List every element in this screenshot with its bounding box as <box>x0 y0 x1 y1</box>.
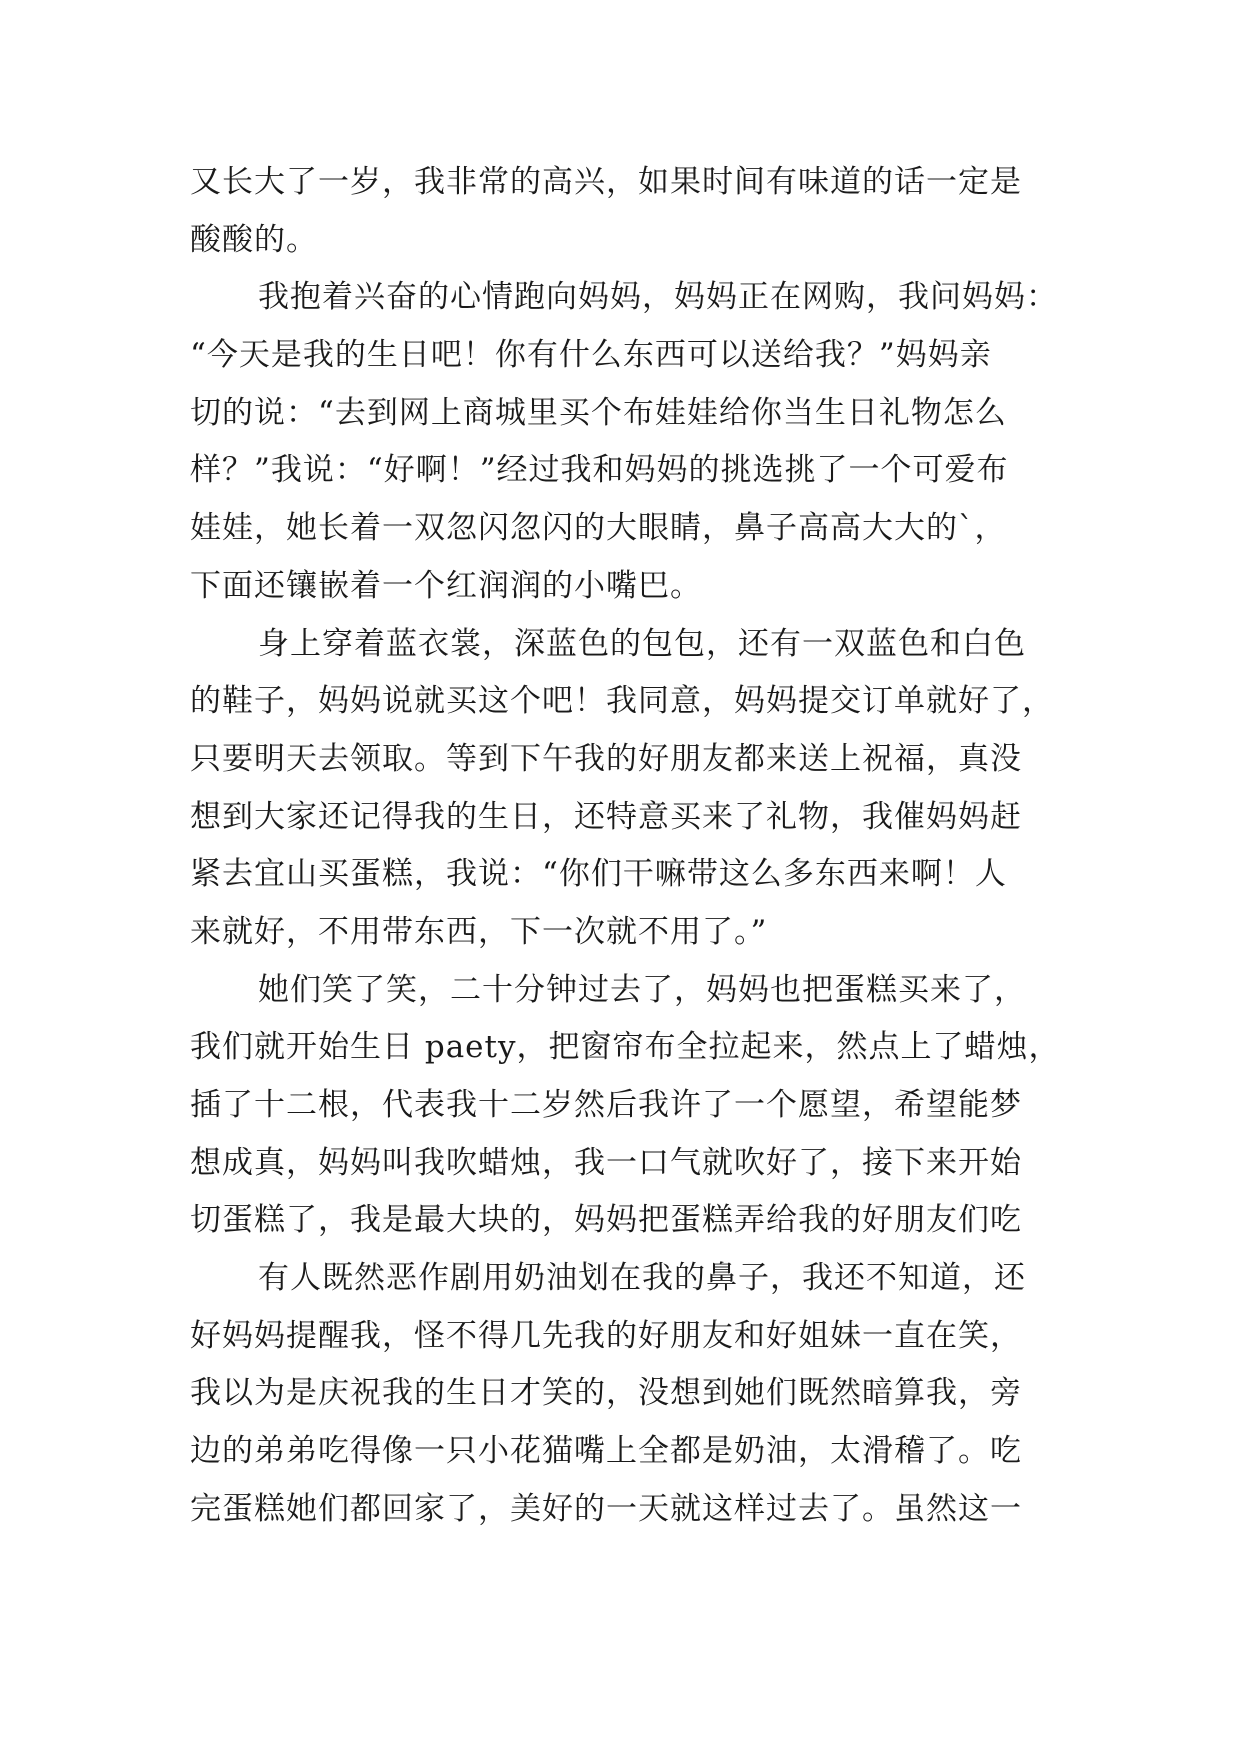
essay-body <box>190 154 1070 1539</box>
text-line: 的鞋子，妈妈说就买这个吧！我同意，妈妈提交订单就好了， <box>190 683 1054 720</box>
text-line: 切蛋糕了，我是最大块的，妈妈把蛋糕弄给我的好朋友们吃 <box>190 1202 1022 1239</box>
text-line: 只要明天去领取。等到下午我的好朋友都来送上祝福，真没 <box>190 740 1022 777</box>
text-line: 下面还镶嵌着一个红润润的小嘴巴。 <box>190 567 702 604</box>
text-line: 插了十二根，代表我十二岁然后我许了一个愿望，希望能梦 <box>190 1087 1022 1123</box>
text-line: 又长大了一岁，我非常的高兴，如果时间有味道的话一定是 <box>190 164 1022 200</box>
text-line: 娃娃，她长着一双忽闪忽闪的大眼睛，鼻子高高大大的`， <box>190 510 1007 547</box>
text-line: 我们就开始生日 paety，把窗帘布全拉起来，然点上了蜡烛， <box>190 1029 1061 1066</box>
text-line: 我抱着兴奋的心情跑向妈妈，妈妈正在网购，我问妈妈： <box>258 279 1058 316</box>
text-line: 她们笑了笑，二十分钟过去了，妈妈也把蛋糕买来了， <box>258 971 1026 1008</box>
text-line: 我以为是庆祝我的生日才笑的，没想到她们既然暗算我，旁 <box>190 1375 1022 1412</box>
text-line: 紧去宜山买蛋糕，我说：“你们干嘛带这么多东西来啊！人 <box>190 856 1007 893</box>
text-line: 身上穿着蓝衣裳，深蓝色的包包，还有一双蓝色和白色 <box>258 625 1026 662</box>
text-line: 边的弟弟吃得像一只小花猫嘴上全都是奶油，太滑稽了。吃 <box>190 1433 1022 1470</box>
text-line: 切的说：“去到网上商城里买个布娃娃给你当生日礼物怎么 <box>190 394 1007 431</box>
text-line: 完蛋糕她们都回家了，美好的一天就这样过去了。虽然这一 <box>190 1490 1022 1527</box>
text-line: 有人既然恶作剧用奶油划在我的鼻子，我还不知道，还 <box>258 1260 1026 1297</box>
text-line: “今天是我的生日吧！你有什么东西可以送给我？”妈妈亲 <box>190 337 992 374</box>
text-line: 来就好，不用带东西，下一次就不用了。” <box>190 913 768 950</box>
text-line: 想到大家还记得我的生日，还特意买来了礼物，我催妈妈赶 <box>190 798 1022 835</box>
text-line: 酸酸的。 <box>190 221 318 258</box>
text-line: 样？”我说：“好啊！”经过我和妈妈的挑选挑了一个可爱布 <box>190 452 1009 489</box>
text-line: 想成真，妈妈叫我吹蜡烛，我一口气就吹好了，接下来开始 <box>190 1144 1022 1181</box>
text-line: 好妈妈提醒我，怪不得几先我的好朋友和好姐妹一直在笑， <box>190 1317 1022 1354</box>
